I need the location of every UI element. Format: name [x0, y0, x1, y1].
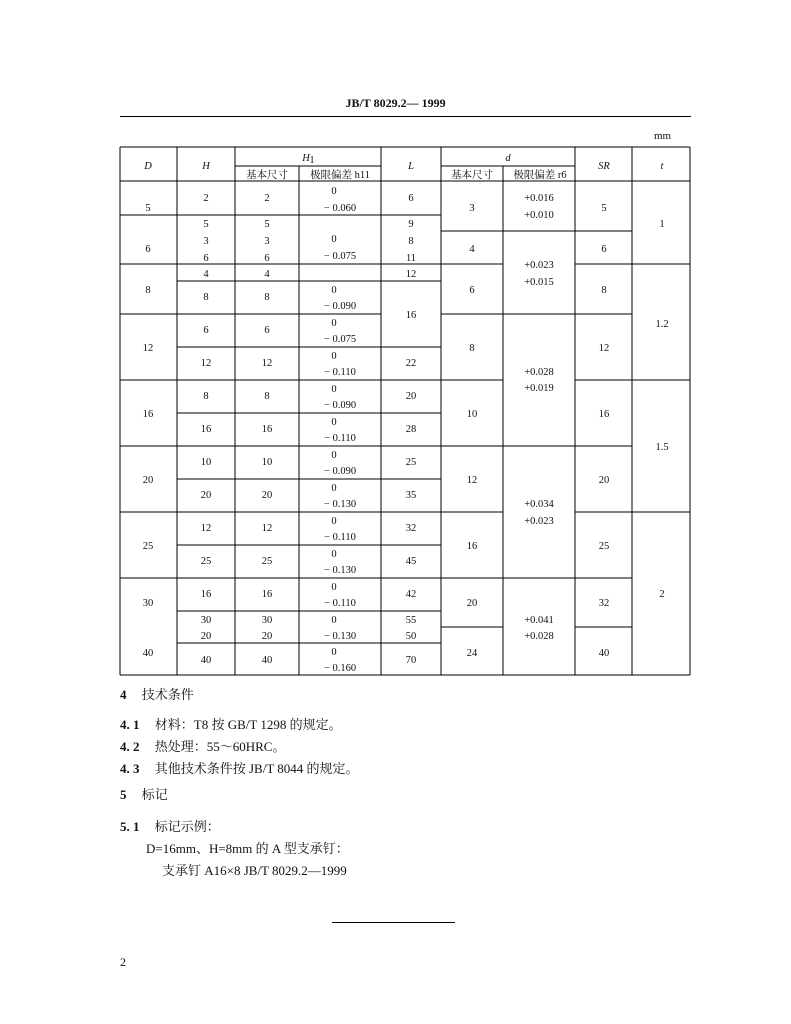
cell: 40 — [261, 655, 273, 666]
cell: +0.028 — [524, 631, 554, 642]
cell: 12 — [261, 358, 273, 369]
cell: 32 — [405, 523, 417, 534]
cell: 20 — [261, 631, 273, 642]
section-5-number: 5 — [120, 787, 127, 802]
col-head-h11: 极限偏差 h11 — [310, 170, 370, 181]
cell: 5 — [145, 203, 151, 214]
cell: 9 — [408, 219, 414, 230]
cell: 4 — [469, 244, 475, 255]
cell: 3 — [469, 203, 475, 214]
cell: 16 — [261, 424, 273, 435]
marking-example: 支承钉 A16×8 JB/T 8029.2—1999 — [162, 863, 347, 878]
cell: − 0.090 — [323, 466, 357, 477]
cell: 0 — [331, 384, 337, 395]
cell: 0 — [331, 647, 337, 658]
cell: 6 — [408, 193, 414, 204]
cell: 0 — [331, 549, 337, 560]
cell: 1 — [659, 219, 665, 230]
cell: +0.023 — [524, 260, 554, 271]
clause-5-1-text: 标记示例： — [154, 819, 220, 834]
cell: 0 — [331, 615, 337, 626]
cell: +0.023 — [524, 516, 554, 527]
cell: − 0.090 — [323, 400, 357, 411]
cell: − 0.110 — [324, 532, 356, 543]
cell: − 0.090 — [323, 301, 357, 312]
col-head-d: d — [505, 153, 511, 164]
cell: 5 — [203, 219, 209, 230]
cell: 0 — [331, 234, 337, 245]
cell: 25 — [142, 541, 154, 552]
cell: 55 — [405, 615, 417, 626]
cell: 0 — [331, 582, 337, 593]
cell: 10 — [200, 457, 212, 468]
cell: 12 — [261, 523, 273, 534]
col-head-H: H — [202, 161, 210, 172]
cell: 20 — [466, 598, 478, 609]
cell: 8 — [408, 236, 414, 247]
cell: 8 — [601, 285, 607, 296]
cell: +0.028 — [524, 367, 554, 378]
footer-rule — [332, 922, 455, 923]
cell: 10 — [466, 409, 478, 420]
col-head-H1-base: 基本尺寸 — [246, 170, 288, 181]
cell: 22 — [405, 358, 417, 369]
cell: 16 — [200, 589, 212, 600]
cell: 12 — [405, 269, 417, 280]
cell: +0.010 — [524, 210, 554, 221]
col-head-L: L — [408, 161, 414, 172]
cell: 12 — [200, 358, 212, 369]
cell: 3 — [264, 236, 270, 247]
cell: 6 — [264, 325, 270, 336]
cell: − 0.130 — [323, 565, 357, 576]
cell: 1.5 — [655, 442, 669, 453]
cell: 8 — [203, 292, 209, 303]
cell: +0.041 — [524, 615, 554, 626]
cell: 45 — [405, 556, 417, 567]
cell: 0 — [331, 285, 337, 296]
cell: − 0.110 — [324, 598, 356, 609]
cell: 16 — [142, 409, 154, 420]
page-number: 2 — [120, 955, 126, 969]
cell: 0 — [331, 186, 337, 197]
col-head-H1-subscript: 1 — [309, 155, 315, 166]
clause-4-3-text: 其他技术条件按 JB/T 8044 的规定。 — [154, 761, 359, 776]
section-4 — [120, 684, 194, 703]
cell: 0 — [331, 516, 337, 527]
cell: 30 — [200, 615, 212, 626]
clause-4-1 — [120, 714, 342, 733]
cell: +0.019 — [524, 383, 554, 394]
section-5 — [120, 784, 168, 803]
col-head-SR: SR — [598, 161, 610, 172]
cell: − 0.110 — [324, 433, 356, 444]
cell: 42 — [405, 589, 417, 600]
cell: 6 — [203, 325, 209, 336]
unit-label: mm — [654, 130, 672, 142]
cell: 28 — [405, 424, 417, 435]
cell: 30 — [142, 598, 154, 609]
standard-number-header: JB/T 8029.2— 1999 — [345, 96, 446, 110]
cell: 8 — [264, 391, 270, 402]
col-head-d-base: 基本尺寸 — [451, 170, 493, 181]
cell: 12 — [598, 343, 610, 354]
cell: 25 — [405, 457, 417, 468]
cell: 20 — [142, 475, 154, 486]
cell: − 0.130 — [323, 499, 357, 510]
cell: 40 — [142, 648, 154, 659]
cell: 16 — [405, 310, 417, 321]
cell: 8 — [264, 292, 270, 303]
cell: 70 — [405, 655, 417, 666]
cell: 6 — [145, 244, 151, 255]
cell: 30 — [261, 615, 273, 626]
cell: +0.015 — [524, 277, 554, 288]
cell: − 0.075 — [323, 251, 357, 262]
cell: 10 — [261, 457, 273, 468]
cell: 16 — [598, 409, 610, 420]
cell: 20 — [200, 631, 212, 642]
cell: 16 — [200, 424, 212, 435]
cell: 2 — [659, 589, 665, 600]
clause-5-1 — [120, 816, 220, 835]
cell: 6 — [469, 285, 475, 296]
cell: 20 — [405, 391, 417, 402]
cell: − 0.110 — [324, 367, 356, 378]
clause-4-2-text: 热处理：55～60HRC。 — [154, 739, 286, 754]
cell: 12 — [466, 475, 478, 486]
clause-4-1-text: 材料：T8 按 GB/T 1298 的规定。 — [154, 717, 342, 732]
cell: 8 — [203, 391, 209, 402]
section-4-title: 技术条件 — [141, 687, 194, 702]
cell: 0 — [331, 483, 337, 494]
col-head-r6: 极限偏差 r6 — [513, 170, 567, 181]
cell: 25 — [261, 556, 273, 567]
cell: 5 — [601, 203, 607, 214]
cell: − 0.075 — [323, 334, 357, 345]
cell: 4 — [203, 269, 209, 280]
cell: 4 — [264, 269, 270, 280]
cell: 25 — [200, 556, 212, 567]
cell: 40 — [200, 655, 212, 666]
clause-5-1-number: 5. 1 — [120, 819, 140, 834]
cell: 11 — [405, 253, 417, 264]
col-head-D: D — [144, 161, 152, 172]
cell: 0 — [331, 351, 337, 362]
cell: 12 — [142, 343, 154, 354]
cell: 6 — [264, 253, 270, 264]
cell: 2 — [264, 193, 270, 204]
clause-4-3-number: 4. 3 — [120, 761, 140, 776]
cell: 16 — [261, 589, 273, 600]
cell: 32 — [598, 598, 610, 609]
col-head-H1: H — [302, 153, 310, 164]
cell: 6 — [601, 244, 607, 255]
cell: 24 — [466, 648, 478, 659]
cell: 20 — [261, 490, 273, 501]
cell: 25 — [598, 541, 610, 552]
cell: 2 — [203, 193, 209, 204]
cell: 1.2 — [655, 319, 669, 330]
cell: 8 — [469, 343, 475, 354]
section-5-title: 标记 — [141, 787, 168, 802]
cell: 35 — [405, 490, 417, 501]
marking-example-condition: D=16mm、H=8mm 的 A 型支承钉： — [146, 841, 349, 856]
cell: 20 — [598, 475, 610, 486]
cell: − 0.060 — [323, 203, 357, 214]
cell: 6 — [203, 253, 209, 264]
clause-4-2-number: 4. 2 — [120, 739, 140, 754]
col-head-t: t — [660, 161, 664, 172]
cell: 50 — [405, 631, 417, 642]
cell: 0 — [331, 417, 337, 428]
cell: − 0.130 — [323, 631, 357, 642]
clause-4-2 — [120, 736, 285, 755]
cell: 8 — [145, 285, 151, 296]
cell: − 0.160 — [323, 663, 357, 674]
cell: 12 — [200, 523, 212, 534]
cell: 40 — [598, 648, 610, 659]
clause-4-1-number: 4. 1 — [120, 717, 140, 732]
cell: 16 — [466, 541, 478, 552]
cell: 0 — [331, 450, 337, 461]
cell: 0 — [331, 318, 337, 329]
cell: 5 — [264, 219, 270, 230]
cell: +0.034 — [524, 499, 554, 510]
cell: 20 — [200, 490, 212, 501]
clause-4-3 — [120, 758, 359, 777]
cell: +0.016 — [524, 193, 554, 204]
section-4-number: 4 — [120, 687, 127, 702]
cell: 3 — [203, 236, 209, 247]
